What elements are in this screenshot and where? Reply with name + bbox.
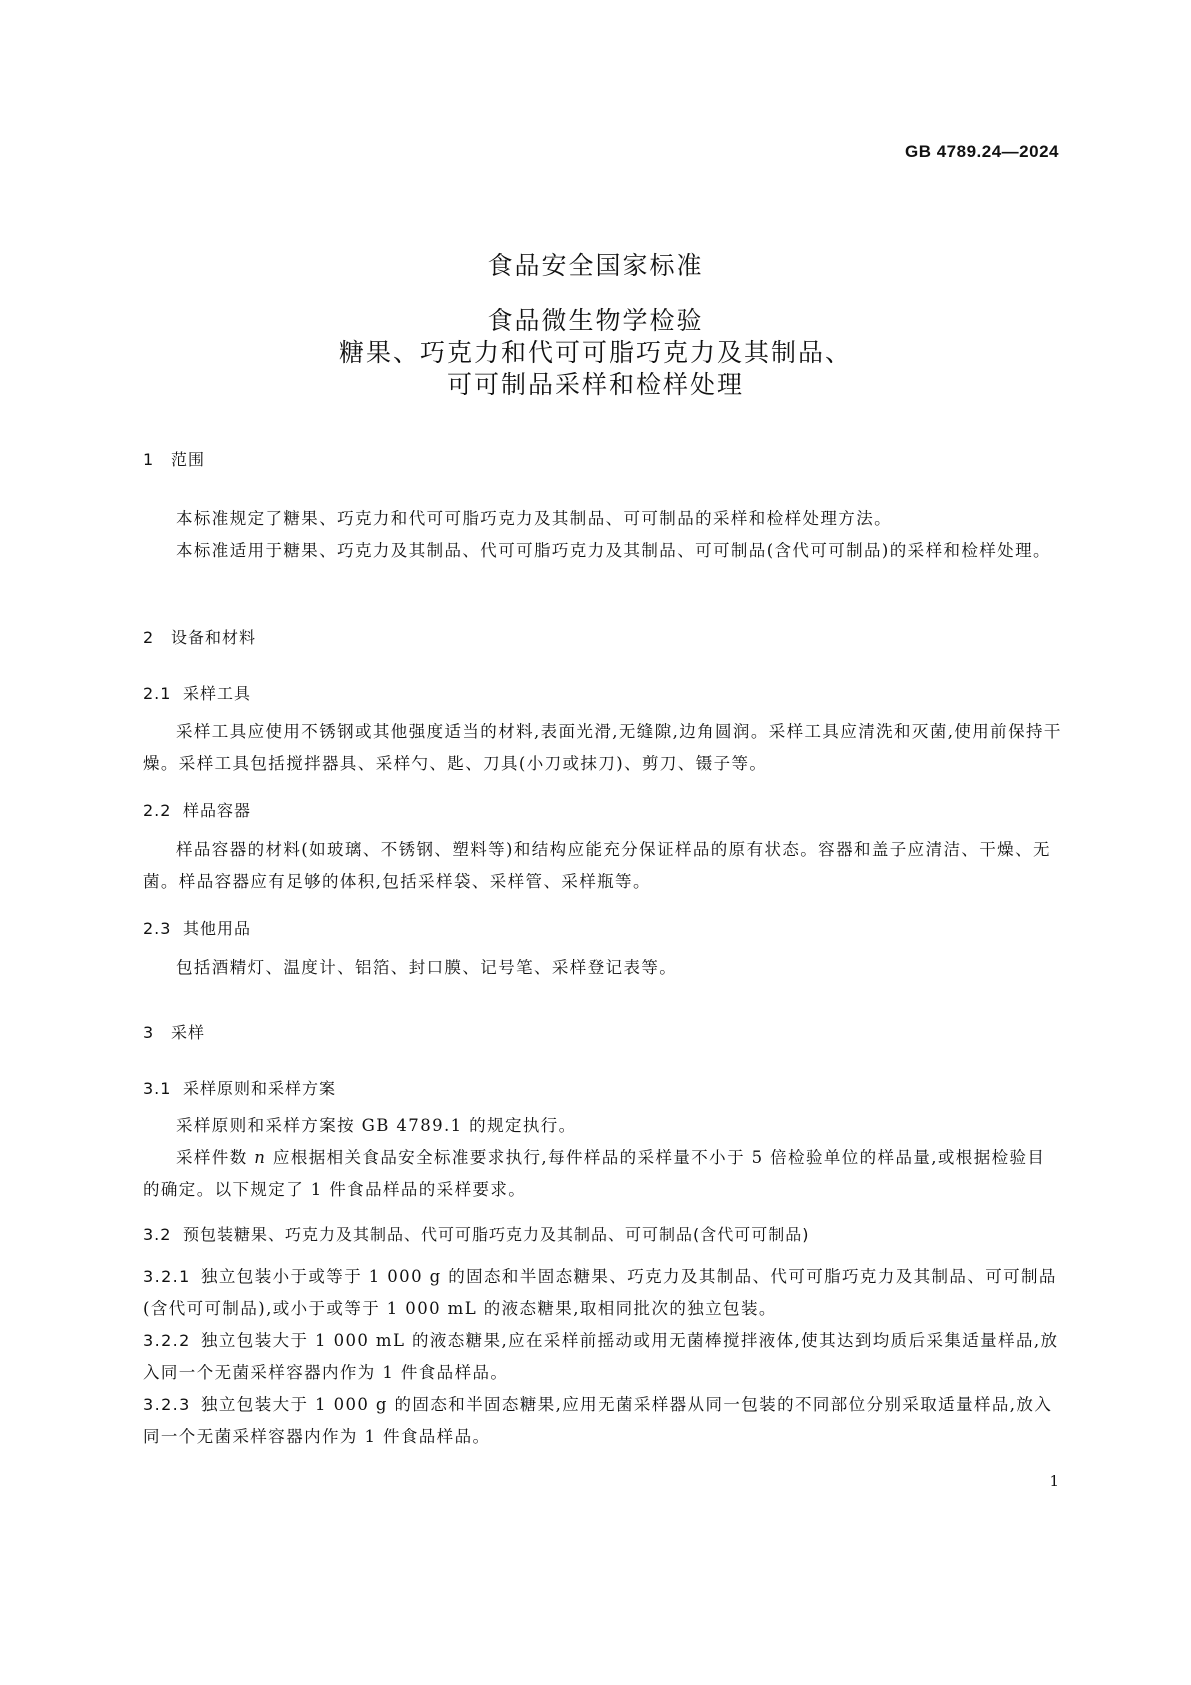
section-2-1-heading (143, 681, 251, 704)
section-title: 范围 (171, 450, 206, 469)
section-number: 3 (143, 1023, 155, 1042)
section-3-1-heading (143, 1076, 336, 1099)
clause-number: 3.2.2 (143, 1331, 191, 1350)
clause-text: 独立包装大于 1 000 mL 的液态糖果,应在采样前摇动或用无菌棒搅拌液体,使其达到均质后采集适量样品,放入同一个无菌采样容器内作为 1 件食品样品。 (143, 1331, 1059, 1382)
section-2-2-heading (143, 798, 251, 821)
section-number: 2 (143, 628, 155, 647)
document-title: 食品安全国家标准 (487, 251, 704, 280)
section-number: 3.1 (143, 1079, 172, 1098)
section-2-2-paragraph: 样品容器的材料(如玻璃、不锈钢、塑料等)和结构应能充分保证样品的原有状态。容器和盖子应清洁、干燥、无菌。样品容器应有足够的体积,包括采样袋、采样管、采样瓶等。 (143, 840, 1051, 891)
section-1-heading (143, 447, 205, 470)
subtitle-line-2: 糖果、巧克力和代可可脂巧克力及其制品、 (338, 338, 852, 367)
section-number: 2.3 (143, 919, 172, 938)
clause-3-2-1 (143, 1261, 1063, 1325)
section-number: 3.2 (143, 1225, 172, 1244)
clause-3-2-3 (143, 1389, 1063, 1453)
subtitle-line-3: 可可制品采样和检样处理 (446, 370, 744, 399)
subtitle-line-1: 食品微生物学检验 (487, 306, 704, 335)
section-1-paragraph-2: 本标准适用于糖果、巧克力及其制品、代可可脂巧克力及其制品、可可制品(含代可可制品)的采样和检样处理。 (176, 541, 1051, 560)
section-1-paragraph-1: 本标准规定了糖果、巧克力和代可可脂巧克力及其制品、可可制品的采样和检样处理方法。 (176, 509, 892, 528)
paragraph-text: 应根据相关食品安全标准要求执行,每件样品的采样量不小于 5 倍检验单位的样品量,或根据检验目的确定。以下规定了 1 件食品样品的采样要求。 (143, 1148, 1046, 1199)
section-2-heading (143, 625, 256, 648)
section-3-heading (143, 1020, 205, 1043)
clause-3-2-2 (143, 1325, 1063, 1389)
section-title: 采样工具 (183, 684, 252, 703)
section-3-1-paragraph-2 (143, 1142, 1063, 1206)
section-title: 其他用品 (183, 919, 252, 938)
section-2-3-heading (143, 916, 251, 939)
page-number: 1 (1049, 1472, 1059, 1490)
clause-number: 3.2.1 (143, 1267, 191, 1286)
section-title: 采样原则和采样方案 (183, 1079, 337, 1098)
section-2-1-paragraph: 采样工具应使用不锈钢或其他强度适当的材料,表面光滑,无缝隙,边角圆润。采样工具应清洗和灭菌,使用前保持干燥。采样工具包括搅拌器具、采样勺、匙、刀具(小刀或抹刀)、剪刀、镊子等。 (143, 722, 1062, 773)
section-3-1-paragraph-1: 采样原则和采样方案按 GB 4789.1 的规定执行。 (176, 1116, 577, 1135)
section-number: 2.1 (143, 684, 172, 703)
clause-number: 3.2.3 (143, 1395, 191, 1414)
section-3-2-heading (143, 1222, 810, 1245)
variable-n: n (254, 1148, 267, 1167)
section-2-3-paragraph: 包括酒精灯、温度计、铝箔、封口膜、记号笔、采样登记表等。 (176, 958, 678, 977)
section-number: 1 (143, 450, 155, 469)
section-number: 2.2 (143, 801, 172, 820)
paragraph-text: 采样件数 (176, 1148, 255, 1167)
section-title: 设备和材料 (171, 628, 257, 647)
section-title: 采样 (171, 1023, 206, 1042)
section-title: 预包装糖果、巧克力及其制品、代可可脂巧克力及其制品、可可制品(含代可可制品) (183, 1225, 810, 1244)
document-subtitle (0, 305, 1191, 401)
standard-code: GB 4789.24—2024 (905, 142, 1059, 161)
section-title: 样品容器 (183, 801, 252, 820)
clause-text: 独立包装大于 1 000 g 的固态和半固态糖果,应用无菌采样器从同一包装的不同部位分别采取适量样品,放入同一个无菌采样容器内作为 1 件食品样品。 (143, 1395, 1053, 1446)
clause-text: 独立包装小于或等于 1 000 g 的固态和半固态糖果、巧克力及其制品、代可可脂巧克力及其制品、可可制品(含代可可制品),或小于或等于 1 000 mL 的液态糖果,取相同批次的独立包装。 (143, 1267, 1057, 1318)
